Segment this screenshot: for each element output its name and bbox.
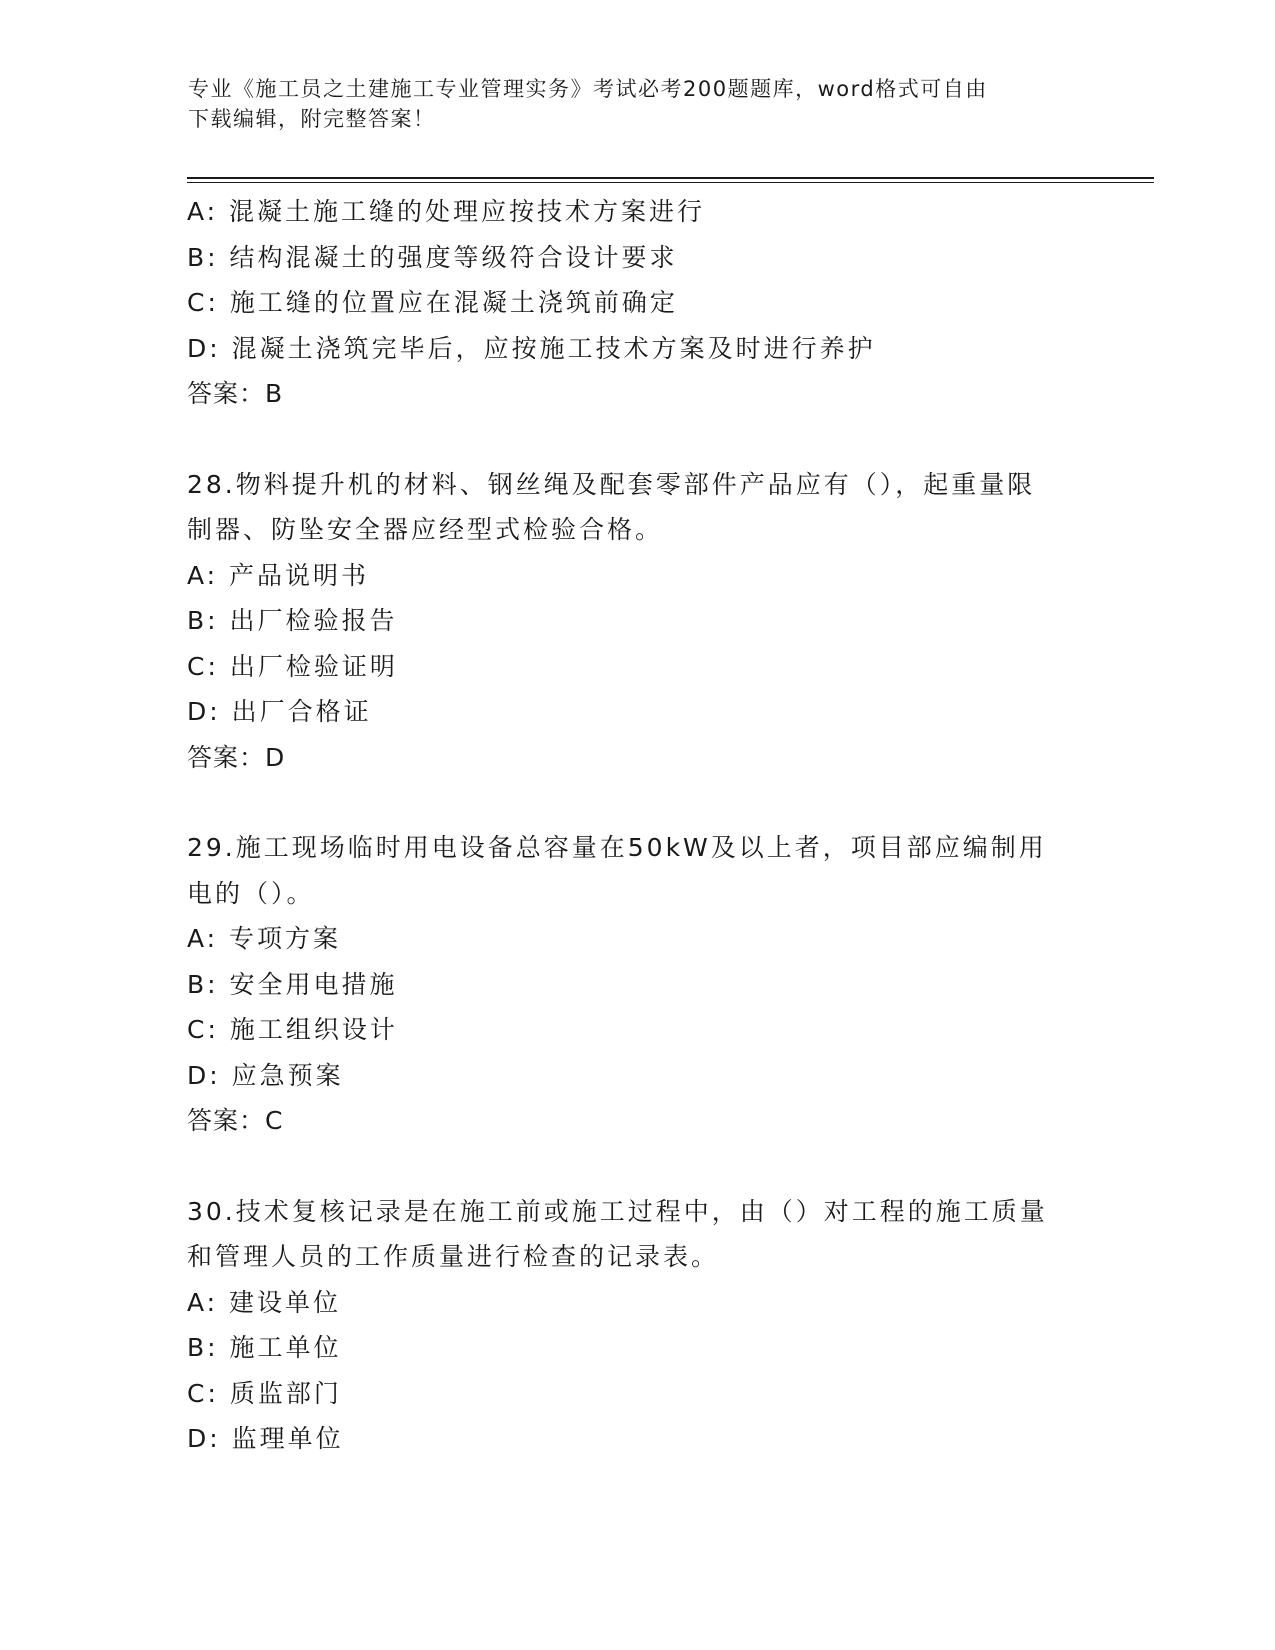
document-header: [188, 74, 1088, 134]
option-a: A: 混凝土施工缝的处理应按技术方案进行: [187, 197, 706, 226]
header-divider-thick: [187, 177, 1154, 179]
answer-line: 答案：B: [187, 379, 284, 408]
option-a: A: 专项方案: [187, 924, 342, 953]
question-stem-line-1: 30.技术复核记录是在施工前或施工过程中，由（）对工程的施工质量: [187, 1196, 1048, 1226]
option-d: D: 混凝土浇筑完毕后，应按施工技术方案及时进行养护: [187, 333, 876, 363]
header-line-2: 下载编辑，附完整答案！: [188, 107, 436, 131]
question-stem-line-1: 28.物料提升机的材料、钢丝绳及配套零部件产品应有（），起重量限: [187, 469, 1036, 499]
option-c: C: 施工缝的位置应在混凝土浇筑前确定: [187, 288, 678, 317]
question-stem-line-2: 和管理人员的工作质量进行检查的记录表。: [187, 1242, 720, 1271]
spacer: [187, 1144, 1107, 1189]
option-a: A: 建设单位: [187, 1287, 342, 1317]
answer-line: 答案：D: [187, 742, 286, 772]
option-b: B: 结构混凝土的强度等级符合设计要求: [187, 242, 678, 272]
spacer: [187, 417, 1107, 462]
option-c: C: 质监部门: [187, 1378, 342, 1408]
answer-line: 答案：C: [187, 1106, 284, 1135]
question-block-29: [187, 825, 1107, 1144]
option-b: B: 安全用电措施: [187, 969, 398, 999]
option-d: D: 出厂合格证: [187, 697, 372, 726]
option-d: D: 应急预案: [187, 1060, 344, 1090]
option-a: A: 产品说明书: [187, 560, 370, 590]
question-stem-line-1: 29.施工现场临时用电设备总容量在50kW及以上者，项目部应编制用: [187, 833, 1047, 862]
spacer: [187, 780, 1107, 825]
header-line-1: 专业《施工员之土建施工专业管理实务》考试必考200题题库，word格式可自由: [188, 77, 988, 101]
option-b: B: 施工单位: [187, 1333, 342, 1362]
question-stem-line-2: 制器、防坠安全器应经型式检验合格。: [187, 515, 664, 544]
question-block-27: [187, 189, 1107, 417]
option-c: C: 施工组织设计: [187, 1015, 398, 1044]
option-d: D: 监理单位: [187, 1424, 344, 1453]
header-divider-thin: [187, 182, 1154, 183]
option-c: C: 出厂检验证明: [187, 651, 398, 681]
question-block-30: [187, 1189, 1107, 1462]
question-list: [187, 189, 1107, 1462]
question-block-28: [187, 462, 1107, 781]
question-stem-line-2: 电的（）。: [187, 878, 315, 908]
option-b: B: 出厂检验报告: [187, 606, 398, 635]
